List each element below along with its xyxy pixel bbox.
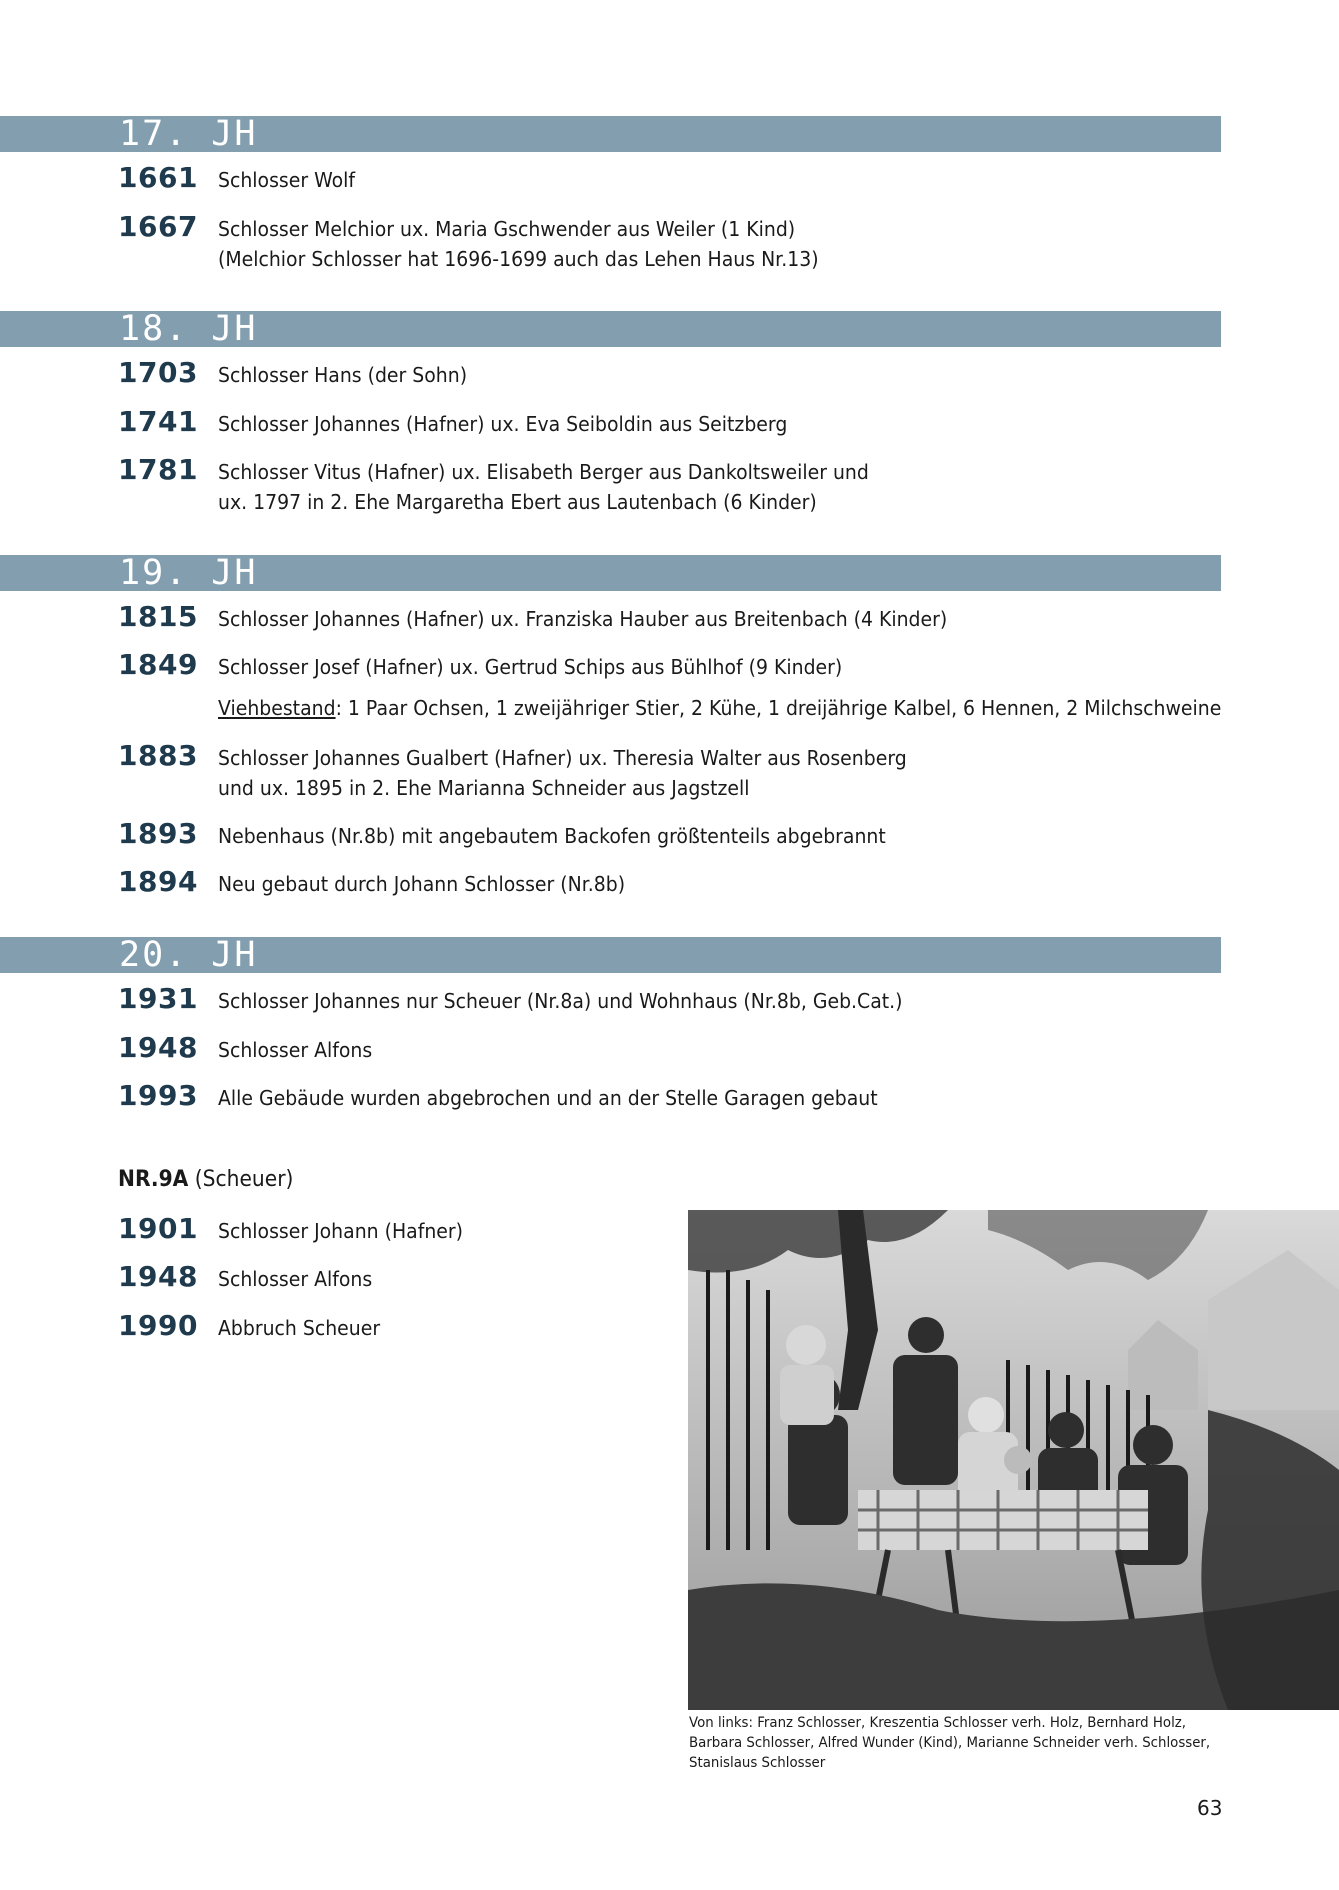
caption-line: Von links: Franz Schlosser, Kreszentia Schlosser verh. Holz, Bernhard Holz,: [689, 1715, 1187, 1731]
entry-year: 1901: [118, 1212, 198, 1245]
section-header-18jh: [0, 311, 1221, 347]
entry-text: Schlosser Johann (Hafner): [218, 1219, 464, 1243]
entry-year: 1990: [118, 1309, 198, 1342]
entry-text: Schlosser Hans (der Sohn): [218, 363, 468, 387]
entry-text-continued: und ux. 1895 in 2. Ehe Marianna Schneider aus Jagstzell: [218, 776, 750, 800]
entry-text: Alle Gebäude wurden abgebrochen und an der Stelle Garagen gebaut: [218, 1086, 878, 1110]
caption-line: Stanislaus Schlosser: [689, 1755, 826, 1771]
viehbestand-text: : 1 Paar Ochsen, 1 zweijähriger Stier, 2 Kühe, 1 dreijährige Kalbel, 6 Hennen, 2 Milchschweine: [335, 696, 1222, 720]
entry-year: 1948: [118, 1260, 198, 1293]
entry-year: 1883: [118, 739, 198, 772]
nr9a-heading: [118, 1165, 293, 1195]
entry-year: 1815: [118, 600, 198, 633]
historic-family-photo: [688, 1210, 1339, 1710]
entry-text: Schlosser Vitus (Hafner) ux. Elisabeth Berger aus Dankoltsweiler und: [218, 460, 869, 484]
section-header-20jh: [0, 937, 1221, 973]
entry-year: 1948: [118, 1031, 198, 1064]
entry-text: Schlosser Johannes nur Scheuer (Nr.8a) und Wohnhaus (Nr.8b, Geb.Cat.): [218, 989, 903, 1013]
entry-year: 1893: [118, 817, 198, 850]
section-title: 18. JH: [119, 309, 258, 349]
entry-year: 1703: [118, 356, 198, 389]
section-title: 20. JH: [119, 935, 258, 975]
entry-text: Schlosser Johannes (Hafner) ux. Eva Seiboldin aus Seitzberg: [218, 412, 788, 436]
entry-year: 1667: [118, 210, 198, 243]
photo-caption: [689, 1713, 1278, 1773]
entry-year: 1993: [118, 1079, 198, 1112]
entry-year: 1741: [118, 405, 198, 438]
page-number: 63: [1197, 1796, 1223, 1820]
entry-text: Abbruch Scheuer: [218, 1316, 381, 1340]
section-title: 17. JH: [119, 114, 258, 154]
entry-text: Schlosser Alfons: [218, 1038, 373, 1062]
entry-year: 1781: [118, 453, 198, 486]
viehbestand-label: Viehbestand: [218, 696, 336, 720]
nr9a-note: (Scheuer): [194, 1167, 294, 1192]
entry-year: 1894: [118, 865, 198, 898]
entry-text: Schlosser Josef (Hafner) ux. Gertrud Schips aus Bühlhof (9 Kinder): [218, 655, 843, 679]
entry-text: Schlosser Johannes (Hafner) ux. Franziska Hauber aus Breitenbach (4 Kinder): [218, 607, 948, 631]
entry-text: Schlosser Melchior ux. Maria Gschwender aus Weiler (1 Kind): [218, 217, 796, 241]
section-header-19jh: [0, 555, 1221, 591]
entry-text: Schlosser Johannes Gualbert (Hafner) ux. Theresia Walter aus Rosenberg: [218, 746, 907, 770]
entry-year: 1849: [118, 648, 198, 681]
entry-text: Neu gebaut durch Johann Schlosser (Nr.8b): [218, 872, 626, 896]
entry-text-continued: (Melchior Schlosser hat 1696-1699 auch das Lehen Haus Nr.13): [218, 247, 819, 271]
entry-year: 1661: [118, 161, 198, 194]
nr9a-title: NR.9A: [118, 1167, 189, 1192]
viehbestand-line: [218, 693, 1221, 724]
caption-line: Barbara Schlosser, Alfred Wunder (Kind), Marianne Schneider verh. Schlosser,: [689, 1735, 1211, 1751]
section-title: 19. JH: [119, 553, 258, 593]
entry-text: Nebenhaus (Nr.8b) mit angebautem Backofen größtenteils abgebrannt: [218, 824, 886, 848]
entry-text: Schlosser Wolf: [218, 168, 356, 192]
entry-year: 1931: [118, 982, 198, 1015]
entry-text-continued: ux. 1797 in 2. Ehe Margaretha Ebert aus Lautenbach (6 Kinder): [218, 490, 817, 514]
section-header-17jh: [0, 116, 1221, 152]
entry-text: Schlosser Alfons: [218, 1267, 373, 1291]
